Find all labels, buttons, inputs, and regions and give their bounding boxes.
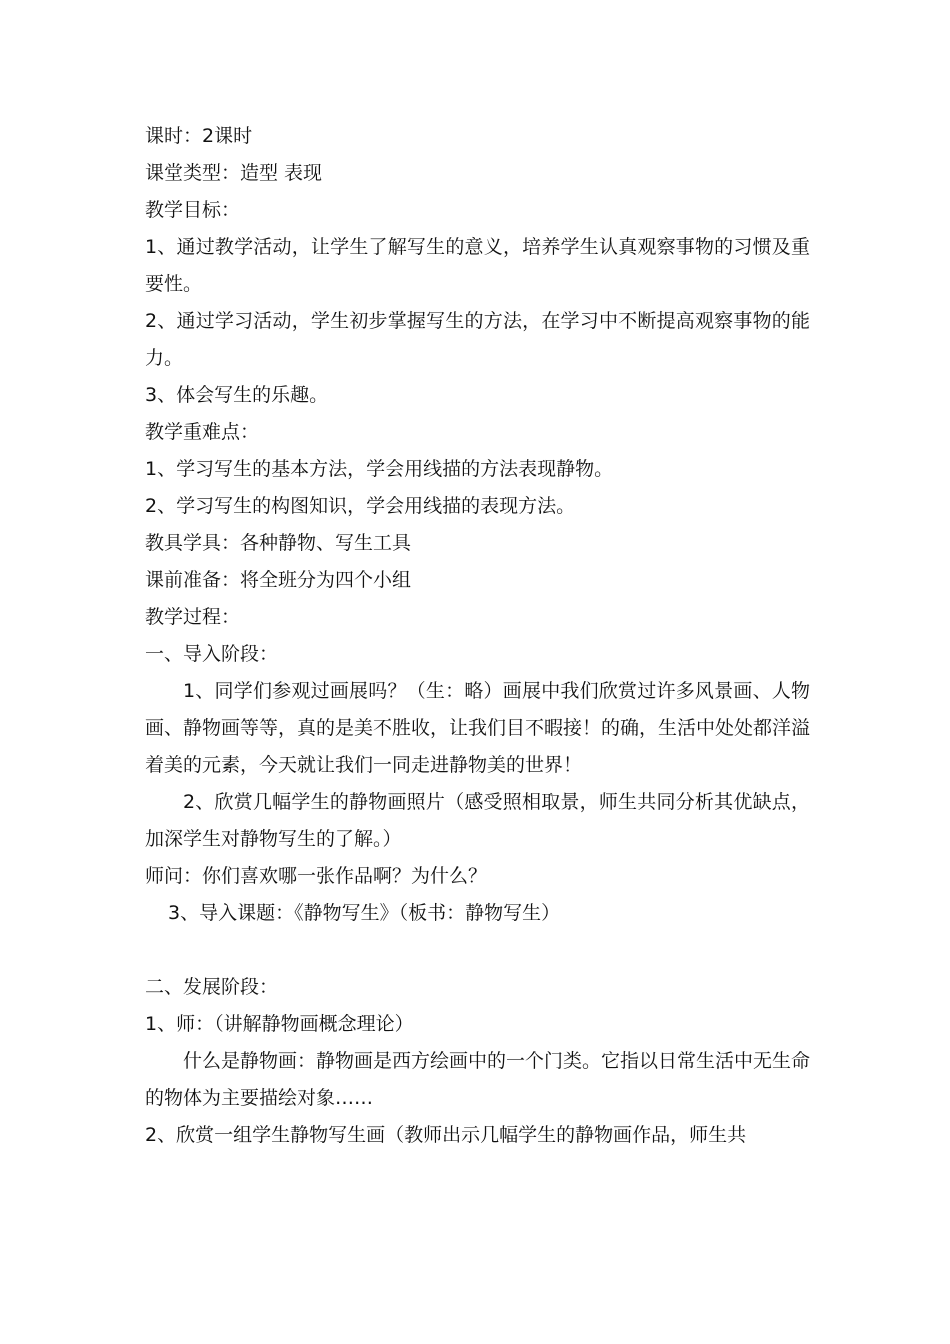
- stage-2-paragraph-1: 1、师：（讲解静物画概念理论）: [145, 1013, 414, 1035]
- still-life-definition: 什么是静物画：静物画是西方绘画中的一个门类。它指以日常生活中无生命的物体为主要描绘对象……: [145, 1050, 811, 1109]
- class-preparation: 课前准备：将全班分为四个小组: [145, 569, 412, 591]
- stage-1-paragraph-2: 2、欣赏几幅学生的静物画照片（感受照相取景，师生共同分析其优缺点，加深学生对静物写生的了解。）: [145, 791, 810, 850]
- objective-3: 3、体会写生的乐趣。: [145, 384, 329, 406]
- stage-2-paragraph-2: 2、欣赏一组学生静物写生画（教师出示几幅学生的静物画作品，师生共: [145, 1124, 747, 1146]
- process-heading: 教学过程：: [145, 606, 241, 628]
- objectives-heading: 教学目标：: [145, 199, 241, 221]
- objective-1: 1、通过教学活动，让学生了解写生的意义，培养学生认真观察事物的习惯及重要性。: [145, 236, 810, 295]
- stage-1-heading: 一、导入阶段：: [145, 643, 279, 665]
- teacher-question: 师问：你们喜欢哪一张作品啊？为什么？: [145, 865, 488, 887]
- class-hours: 课时：2课时: [145, 125, 253, 147]
- keypoints-heading: 教学重难点：: [145, 421, 260, 443]
- stage-2-heading: 二、发展阶段：: [145, 976, 279, 998]
- stage-1-paragraph-3: 3、导入课题：《静物写生》（板书：静物写生）: [168, 902, 561, 924]
- blank-line: [145, 932, 810, 969]
- keypoint-2: 2、学习写生的构图知识，学会用线描的表现方法。: [145, 495, 576, 517]
- objective-2: 2、通过学习活动，学生初步掌握写生的方法，在学习中不断提高观察事物的能力。: [145, 310, 810, 369]
- teaching-materials: 教具学具：各种静物、写生工具: [145, 532, 412, 554]
- lesson-plan-body: [145, 118, 810, 1154]
- keypoint-1: 1、学习写生的基本方法，学会用线描的方法表现静物。: [145, 458, 614, 480]
- lesson-type: 课堂类型：造型 表现: [145, 162, 323, 184]
- stage-1-paragraph-1: 1、同学们参观过画展吗？（生：略）画展中我们欣赏过许多风景画、人物画、静物画等等，真的是美不胜收，让我们目不暇接！的确，生活中处处都洋溢着美的元素，今天就让我们一同走进静物美的世界！: [145, 680, 811, 776]
